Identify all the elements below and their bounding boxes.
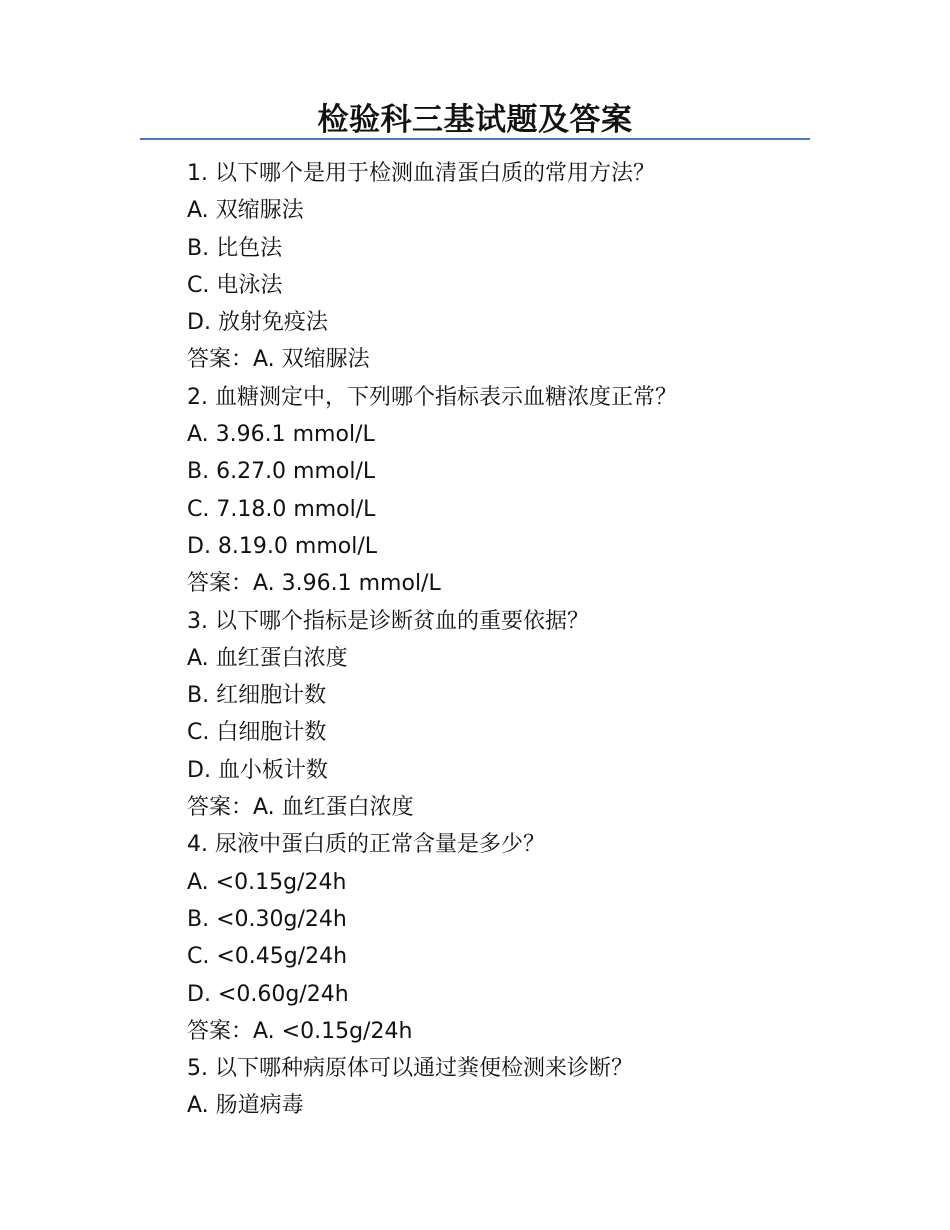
- q1-option-a: A. 双缩脲法: [187, 198, 304, 224]
- q2-option-b: B. 6.27.0 mmol/L: [187, 459, 376, 485]
- question-5: 5. 以下哪种病原体可以通过粪便检测来诊断？: [187, 1056, 633, 1082]
- q4-option-d: D. <0.60g/24h: [187, 981, 349, 1007]
- q1-answer: 答案：A. 双缩脲法: [187, 347, 370, 373]
- q4-option-a: A. <0.15g/24h: [187, 869, 347, 895]
- q4-option-c: C. <0.45g/24h: [187, 944, 348, 970]
- title-underline: [140, 138, 810, 140]
- question-2: 2. 血糖测定中，下列哪个指标表示血糖浓度正常？: [187, 384, 677, 410]
- q3-option-a: A. 血红蛋白浓度: [187, 645, 348, 671]
- q3-option-d: D. 血小板计数: [187, 757, 328, 783]
- q2-option-c: C. 7.18.0 mmol/L: [187, 496, 376, 522]
- question-4: 4. 尿液中蛋白质的正常含量是多少？: [187, 832, 545, 858]
- q5-option-a: A. 肠道病毒: [187, 1093, 304, 1119]
- q3-option-c: C. 白细胞计数: [187, 720, 327, 746]
- q2-answer: 答案：A. 3.96.1 mmol/L: [187, 571, 441, 597]
- q4-answer: 答案：A. <0.15g/24h: [187, 1018, 413, 1044]
- q3-answer: 答案：A. 血红蛋白浓度: [187, 795, 414, 821]
- q1-option-d: D. 放射免疫法: [187, 310, 328, 336]
- question-3: 3. 以下哪个指标是诊断贫血的重要依据？: [187, 608, 589, 634]
- page-title: 检验科三基试题及答案: [317, 102, 633, 138]
- document-body: [187, 155, 807, 1125]
- q1-option-c: C. 电泳法: [187, 272, 283, 298]
- q1-option-b: B. 比色法: [187, 235, 283, 261]
- question-1: 1. 以下哪个是用于检测血清蛋白质的常用方法？: [187, 161, 655, 186]
- q2-option-a: A. 3.96.1 mmol/L: [187, 422, 375, 448]
- q4-option-b: B. <0.30g/24h: [187, 906, 347, 932]
- q3-option-b: B. 红细胞计数: [187, 683, 327, 709]
- q2-option-d: D. 8.19.0 mmol/L: [187, 533, 377, 559]
